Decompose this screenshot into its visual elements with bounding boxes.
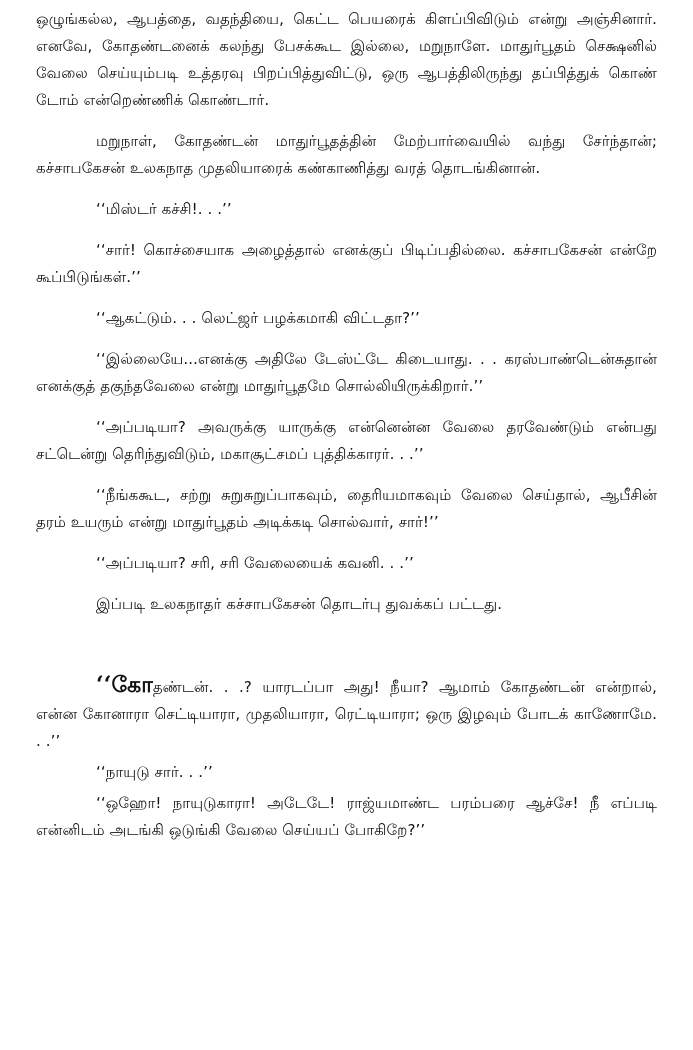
dialogue-9: ‘‘ஒஹோ! நாயுடுகாரா! அடேடே! ராஜ்யமாண்ட பரம்பரை ஆச்சே! நீ எப்படி என்னிடம் அடங்கி ஒடுங்கி வேலை செய்யப் போகிறே?’’ <box>36 794 657 839</box>
section-break <box>36 632 657 672</box>
section-opening <box>36 672 657 755</box>
dialogue-3: ‘‘ஆகட்டும். . . லெட்ஜர் பழக்கமாகி விட்டதா?’’ <box>96 309 420 327</box>
dialogue-7: ‘‘அப்படியா? சரி, சரி வேலையைக் கவனி. . .’’ <box>96 554 414 572</box>
dialogue-8: ‘‘நாயுடு சார். . .’’ <box>96 763 213 781</box>
paragraph-2: மறுநாள், கோதண்டன் மாதுர்பூதத்தின் மேற்பார்வையில் வந்து சேர்ந்தான்; கச்சாபகேசன் உலகநாத முதலியாரைக் கண்காணித்து வரத் தொடங்கினான். <box>36 132 657 177</box>
dialogue-1: ‘‘மிஸ்டர் கச்சி!. . .’’ <box>96 200 232 218</box>
dialogue-5: ‘‘அப்படியா? அவருக்கு யாருக்கு என்னென்ன வேலை தரவேண்டும் என்பது சட்டென்று தெரிந்துவிடும், மகாசூட்சமப் புத்திக்காரர். . .’’ <box>36 418 657 463</box>
section-dropcap: ‘‘கோ <box>96 672 153 698</box>
paragraph-closing: இப்படி உலகநாதர் கச்சாபகேசன் தொடர்பு துவக்கப் பட்டது. <box>96 595 503 613</box>
section-opening-text: தண்டன். . .? யாரடப்பா அது! நீயா? ஆமாம் கோதண்டன் என்றால், என்ன கோனாரா செட்டியாரா, முதலியாரா, ரெட்டியாரா; ஒரு இழவும் போடக் காணோமே. . .’’ <box>36 678 657 750</box>
dialogue-6: ‘‘நீங்ககூட, சற்று சுறுசுறுப்பாகவும், தைரியமாகவும் வேலை செய்தால், ஆபீசின் தரம் உயரும் என்று மாதுர்பூதம் அடிக்கடி சொல்வார், சார்!’’ <box>36 486 657 531</box>
paragraph-1: ஒழுங்கல்ல, ஆபத்தை, வதந்தியை, கெட்ட பெயரைக் கிளப்பிவிடும் என்று அஞ்சினார். எனவே, கோதண்டனைக் கலந்து பேசக்கூட இல்லை, மறுநாளே. மாதுர்பூதம் செக்ஷனில் வேலை செய்யும்படி உத்தரவு பிறப்பித்துவிட்டு, ஒரு ஆபத்திலிருந்து தப்பித்துக் கொண் டோம் என்றெண்ணிக் கொண்டார். <box>36 10 657 109</box>
dialogue-2: ‘‘சார்! கொச்சையாக அழைத்தால் எனக்குப் பிடிப்பதில்லை. கச்சாபகேசன் என்றே கூப்பிடுங்கள்.’’ <box>36 241 657 286</box>
dialogue-4: ‘‘இல்லையே...எனக்கு அதிலே டேஸ்ட்டே கிடையாது. . . கரஸ்பாண்டென்சுதான் எனக்குத் தகுந்தவேலை என்று மாதுர்பூதமே சொல்லியிருக்கிறார்.’’ <box>36 350 657 395</box>
